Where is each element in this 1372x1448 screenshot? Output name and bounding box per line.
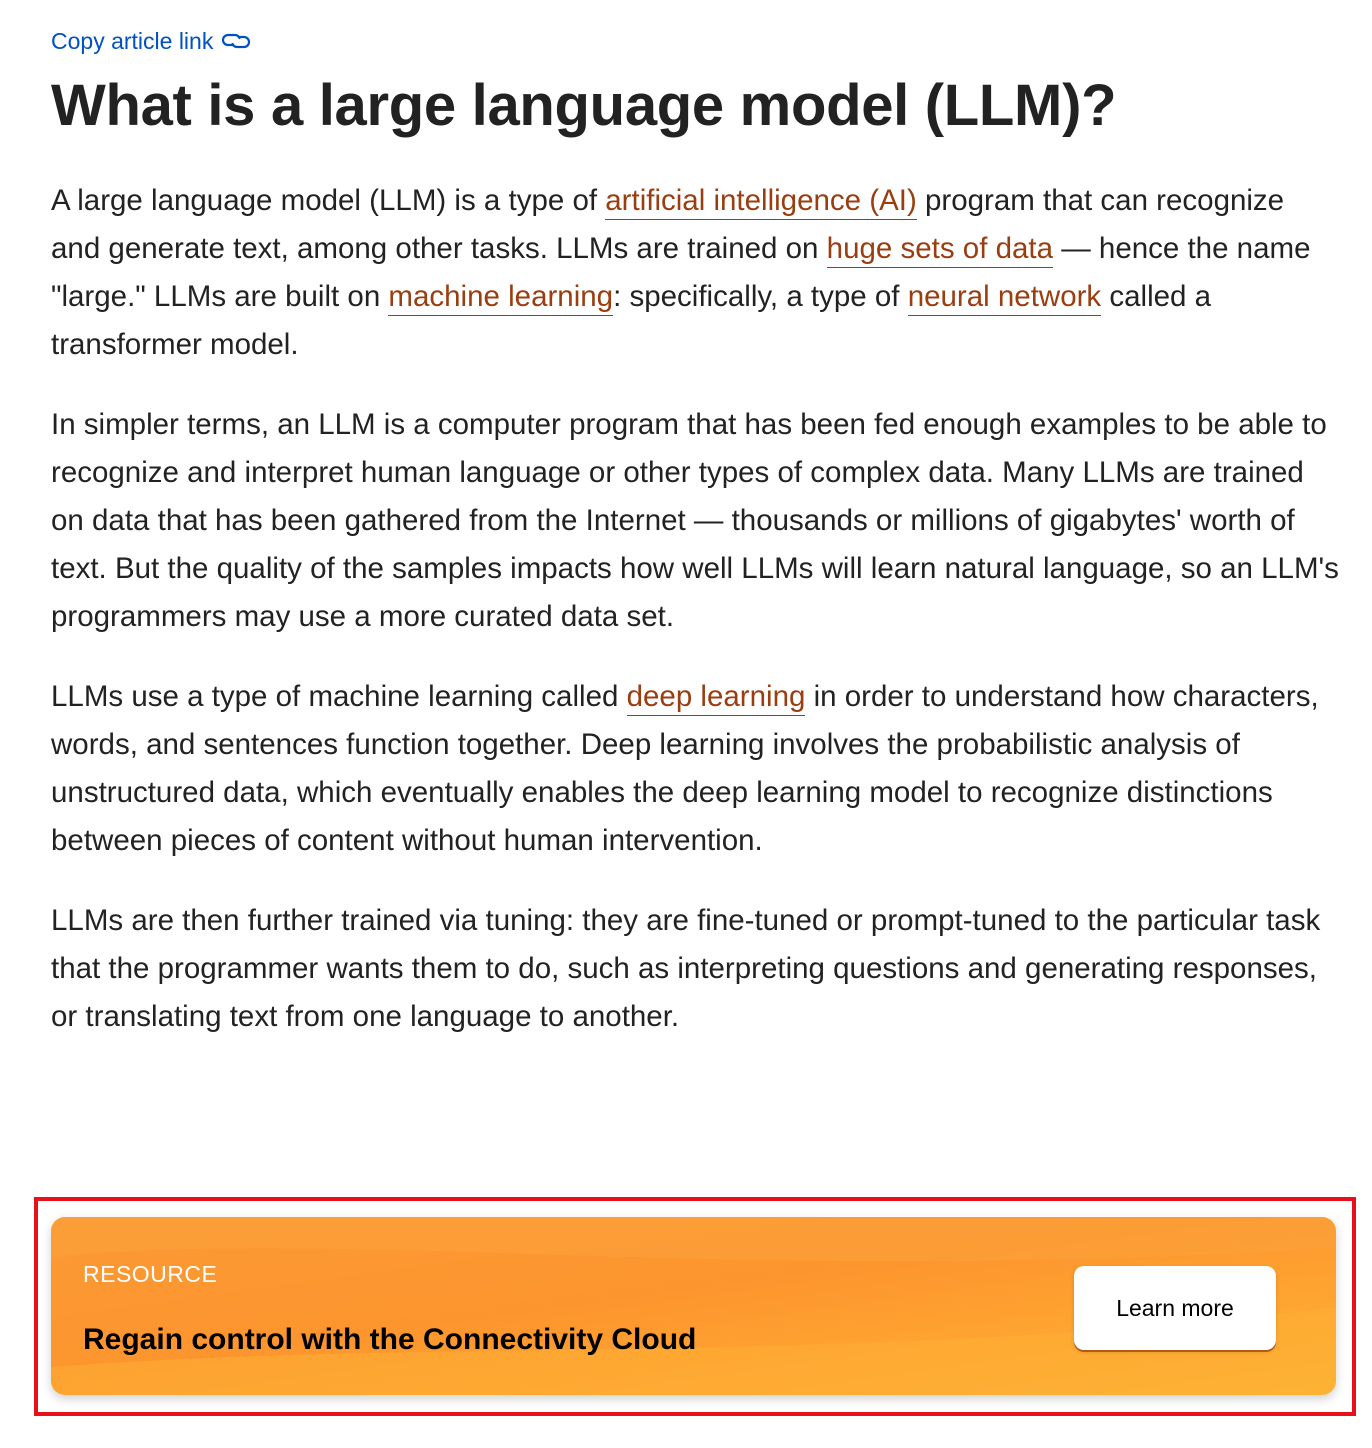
text-segment: in order to understand how characters, words, and sentences function together. Deep learning involves the probabilistic analysis of unstructured data, which eventually enables the deep learning model to recognize distinctions between pieces of content without human intervention. <box>51 680 1319 857</box>
article-body <box>51 177 1341 1073</box>
copy-article-link[interactable] <box>51 26 253 56</box>
paragraph-simpler-terms: In simpler terms, an LLM is a computer program that has been fed enough examples to be able to recognize and interpret human language or other types of complex data. Many LLMs are trained on data that has been gathered from the Internet — thousands or millions of gigabytes' worth of text. But the quality of the samples impacts how well LLMs will learn natural language, so an LLM's programmers may use a more curated data set. <box>51 408 1339 633</box>
resource-banner <box>51 1217 1336 1395</box>
link-icon <box>219 29 253 53</box>
paragraph-tuning: LLMs are then further trained via tuning: they are fine-tuned or prompt-tuned to the particular task that the programmer wants them to do, such as interpreting questions and generating responses, or translating text from one language to another. <box>51 904 1321 1033</box>
text-segment: program that can recognize and generate text, among other tasks. LLMs are trained on <box>51 184 1285 265</box>
link-neural-network[interactable]: neural network <box>908 280 1102 316</box>
text-segment: called a transformer model. <box>51 280 1212 361</box>
learn-more-button[interactable]: Learn more <box>1074 1266 1276 1350</box>
banner-title: Regain control with the Connectivity Cloud <box>83 1323 697 1356</box>
link-machine-learning[interactable]: machine learning <box>388 280 613 316</box>
text-segment: — hence the name "large." LLMs are built on <box>51 232 1311 313</box>
text-segment: A large language model (LLM) is a type of <box>51 184 606 217</box>
link-deep-learning[interactable]: deep learning <box>627 680 806 716</box>
link-huge-sets-of-data[interactable]: huge sets of data <box>827 232 1053 268</box>
page-title: What is a large language model (LLM)? <box>51 73 1117 138</box>
paragraph-intro <box>51 177 1341 369</box>
copy-article-link-label: Copy article link <box>51 28 214 54</box>
link-artificial-intelligence[interactable]: artificial intelligence (AI) <box>605 184 917 220</box>
text-segment: LLMs use a type of machine learning called <box>51 680 627 713</box>
banner-eyebrow: RESOURCE <box>83 1261 218 1287</box>
text-segment: : specifically, a type of <box>613 280 908 313</box>
paragraph-deep-learning <box>51 673 1341 865</box>
